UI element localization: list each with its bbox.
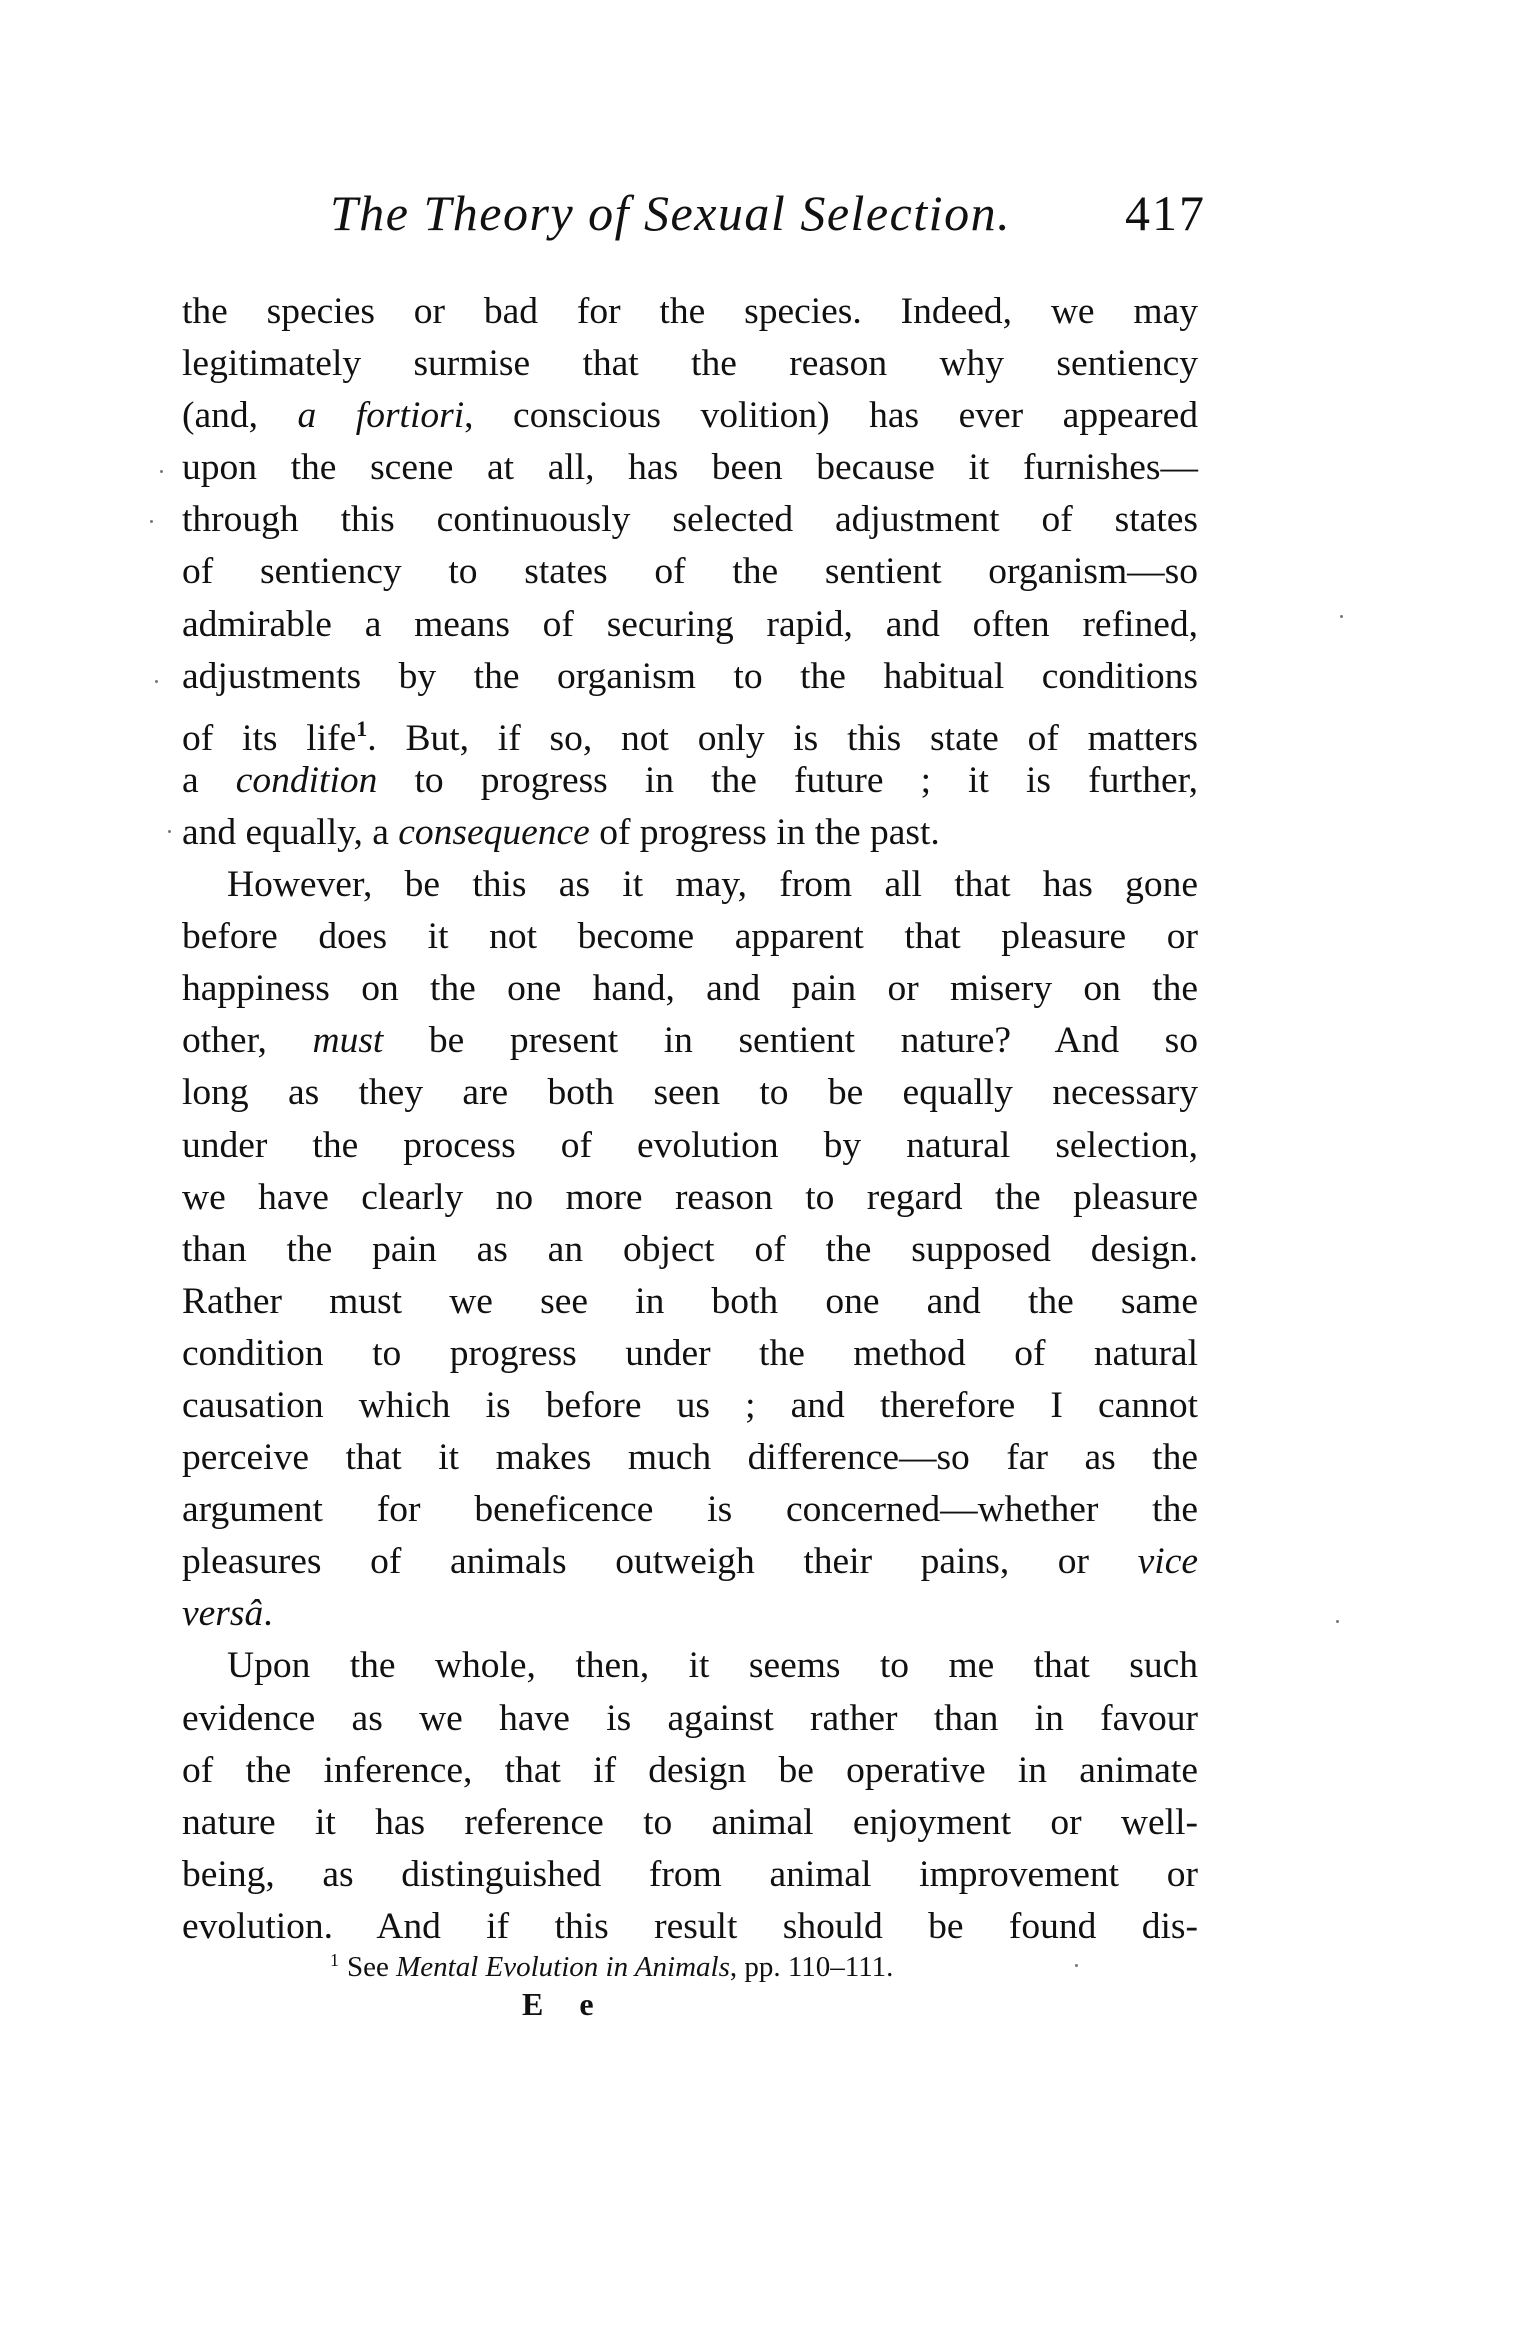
scan-speck [150, 520, 153, 523]
text-segment: we have clearly no more reason to regard the pleasure [182, 1176, 1198, 1218]
text-segment: upon the scene at all, has been because it furnishes— [182, 447, 1198, 489]
text-line [182, 859, 1198, 911]
text-segment: of its life [182, 717, 357, 759]
footnote [330, 1938, 893, 1989]
text-line [182, 1276, 1198, 1328]
text-segment: adjustments by the organism to the habitual conditions [182, 655, 1198, 697]
text-segment: condition to progress under the method of natural [182, 1332, 1198, 1374]
text-line [182, 1432, 1198, 1484]
text-segment: a [182, 759, 236, 801]
footnote-pages: , pp. 110–111. [729, 1951, 894, 1983]
text-line [182, 442, 1198, 494]
body-text [182, 286, 1198, 1953]
italic-text: a fortiori [297, 395, 465, 437]
text-line [182, 599, 1198, 651]
text-line [182, 1328, 1198, 1380]
text-line [182, 963, 1198, 1015]
text-segment: causation which is before us ; and therefore I cannot [182, 1384, 1198, 1426]
scan-speck [1340, 615, 1343, 618]
text-segment: be present in sentient nature? And so [383, 1020, 1198, 1062]
text-line [182, 1536, 1198, 1588]
text-segment: Upon the whole, then, it seems to me that such [227, 1645, 1198, 1687]
text-segment: long as they are both seen to be equally necessary [182, 1072, 1198, 1114]
text-segment: perceive that it makes much difference—so far as the [182, 1437, 1198, 1479]
text-line [182, 807, 1198, 859]
text-segment: being, as distinguished from animal improvement or [182, 1853, 1198, 1895]
text-line [182, 1015, 1198, 1067]
footnote-mark: 1 [330, 1950, 339, 1970]
text-segment: to progress in the future ; it is further, [377, 759, 1198, 801]
footnote-book-title: Mental Evolution in Animals [396, 1951, 730, 1983]
text-segment: the species or bad for the species. Indeed, we may [182, 291, 1198, 332]
text-segment: other, [182, 1020, 313, 1062]
scan-speck [1336, 1620, 1339, 1623]
text-line [182, 1745, 1198, 1797]
text-segment: . [263, 1593, 273, 1635]
text-segment: under the process of evolution by natural selection, [182, 1124, 1198, 1166]
text-segment: happiness on the one hand, and pain or misery on the [182, 968, 1198, 1010]
signature-mark: E e [522, 1986, 608, 2022]
footnote-prefix: See [347, 1951, 397, 1983]
scan-speck [160, 470, 163, 473]
text-line [182, 1693, 1198, 1745]
text-line [182, 911, 1198, 963]
text-segment: before does it not become apparent that pleasure or [182, 916, 1198, 958]
text-line [182, 651, 1198, 703]
text-segment: admirable a means of securing rapid, and often refined, [182, 603, 1198, 645]
scan-speck [155, 680, 158, 683]
text-segment: evidence as we have is against rather than in favour [182, 1697, 1198, 1739]
text-line [182, 1067, 1198, 1119]
text-line [182, 338, 1198, 390]
italic-text: condition [235, 759, 378, 801]
text-segment: of sentiency to states of the sentient organism—so [182, 551, 1198, 593]
page-number: 417 [1125, 185, 1206, 241]
text-segment: and equally, a [182, 811, 399, 853]
text-segment: through this continuously selected adjustment of states [182, 499, 1198, 541]
text-line [182, 1484, 1198, 1536]
text-segment: argument for beneficence is concerned—whether the [182, 1489, 1198, 1531]
text-line [182, 1849, 1198, 1901]
text-segment: legitimately surmise that the reason why sentiency [182, 343, 1198, 385]
text-line [182, 1640, 1198, 1692]
text-line [182, 1224, 1198, 1276]
text-line [182, 390, 1198, 442]
footnote-reference: 1 [356, 715, 368, 741]
text-line [182, 286, 1198, 338]
scan-speck [1075, 1964, 1078, 1967]
text-line [182, 1588, 1198, 1640]
scan-speck [168, 830, 171, 833]
text-line [182, 1120, 1198, 1172]
italic-text: versâ [182, 1593, 264, 1635]
text-segment: of the inference, that if design be operative in animate [182, 1749, 1198, 1791]
text-segment: of progress in the past. [589, 811, 940, 853]
text-segment: However, be this as it may, from all that has gone [227, 864, 1198, 906]
text-line [182, 755, 1198, 807]
text-segment: (and, [182, 395, 298, 437]
text-segment: Rather must we see in both one and the same [182, 1280, 1198, 1322]
text-line [182, 1380, 1198, 1432]
text-segment: pleasures of animals outweigh their pains, or [182, 1541, 1138, 1583]
text-segment: . But, if so, not only is this state of matters [367, 717, 1199, 759]
text-segment: than the pain as an object of the supposed design. [182, 1228, 1198, 1270]
running-head [330, 183, 1230, 243]
text-line [182, 1172, 1198, 1224]
text-segment: , conscious volition) has ever appeared [464, 395, 1198, 437]
text-line [182, 703, 1199, 759]
text-line [182, 1797, 1198, 1849]
italic-text: consequence [398, 811, 590, 853]
italic-text: vice [1137, 1541, 1198, 1583]
text-segment: nature it has reference to animal enjoyment or well- [182, 1801, 1198, 1843]
text-line [182, 494, 1198, 546]
italic-text: must [312, 1020, 384, 1062]
running-title: The Theory of Sexual Selection. [330, 185, 1012, 241]
text-line [182, 546, 1198, 598]
text-segment: evolution. And if this result should be found dis- [182, 1905, 1198, 1947]
